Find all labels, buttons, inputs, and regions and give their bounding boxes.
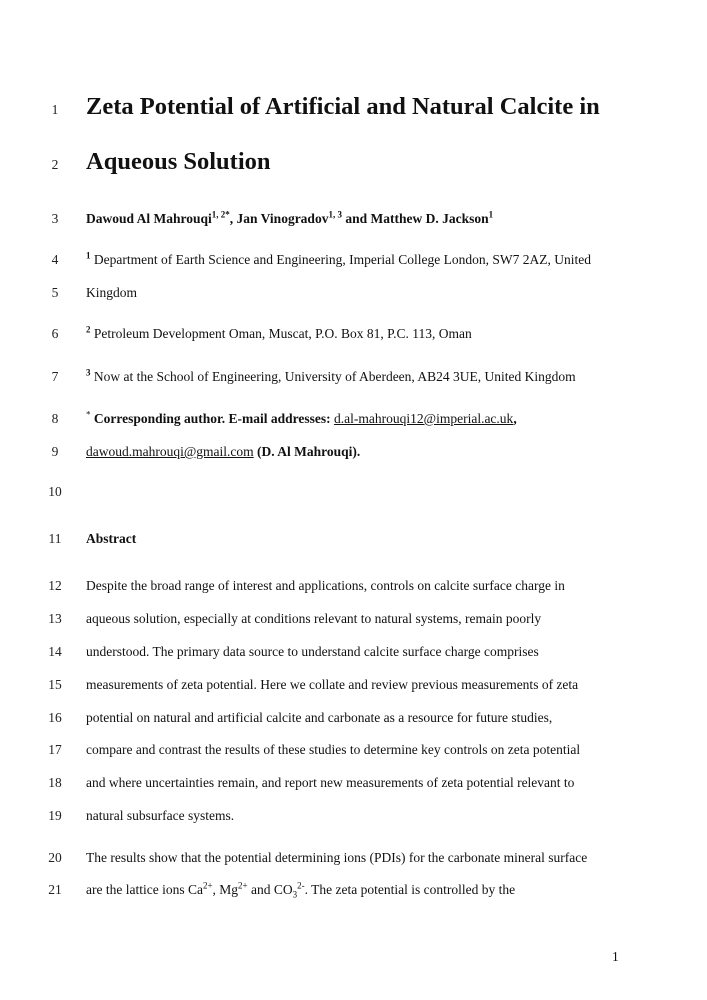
formula-subscript: 3 — [292, 889, 298, 900]
line-number: 17 — [48, 742, 62, 757]
line-number: 6 — [51, 326, 59, 341]
text-fragment: and CO — [247, 882, 293, 897]
text-fragment: . The zeta potential is controlled by the — [304, 882, 516, 897]
abstract-line: and where uncertainties remain, and report new measurements of zeta potential relevant to — [86, 775, 575, 790]
corresponding-author-continued — [86, 444, 360, 460]
author-separator: , — [229, 211, 237, 226]
corresponding-name: (D. Al Mahrouqi). — [253, 444, 361, 459]
line-number: 3 — [51, 211, 59, 226]
author-name: Dawoud Al Mahrouqi — [86, 211, 212, 226]
line-number: 2 — [51, 157, 59, 172]
line-number: 11 — [48, 531, 62, 546]
line-number: 18 — [48, 775, 62, 790]
line-number: 8 — [51, 411, 59, 426]
text-fragment: are the lattice ions Ca — [86, 882, 203, 897]
email-separator: , — [513, 411, 517, 426]
affiliation-text: Department of Earth Science and Engineering, Imperial College London, SW7 2AZ, United — [90, 252, 591, 267]
affiliation-1-continued: Kingdom — [86, 285, 138, 300]
author-separator: and — [341, 211, 371, 226]
line-number: 19 — [48, 808, 62, 823]
line-number: 4 — [51, 252, 59, 267]
email-link-1[interactable]: d.al-mahrouqi12@imperial.ac.uk — [334, 411, 514, 426]
abstract-line: aqueous solution, especially at conditions relevant to natural systems, remain poorly — [86, 611, 542, 626]
text-fragment: , Mg — [212, 882, 239, 897]
abstract-line-with-formulas — [86, 882, 515, 898]
corresponding-marker: * — [86, 409, 91, 420]
affiliation-number: 3 — [86, 367, 91, 378]
affiliation-number: 2 — [86, 324, 91, 335]
affiliation-text: Now at the School of Engineering, University of Aberdeen, AB24 3UE, United Kingdom — [90, 369, 576, 384]
charge-superscript: 2+ — [202, 880, 213, 891]
affiliation-number: 1 — [86, 250, 91, 261]
corresponding-label: Corresponding author. E-mail addresses: — [90, 411, 335, 426]
author-affiliation-marker: 1, 3 — [328, 209, 342, 220]
line-number: 15 — [48, 677, 62, 692]
abstract-line: The results show that the potential determining ions (PDIs) for the carbonate mineral surface — [86, 850, 588, 865]
paper-title-line-2: Aqueous Solution — [86, 148, 271, 175]
line-number: 7 — [51, 369, 59, 384]
paper-title-line-1: Zeta Potential of Artificial and Natural Calcite in — [86, 93, 600, 120]
line-number: 14 — [48, 644, 62, 659]
line-number: 13 — [48, 611, 62, 626]
abstract-heading: Abstract — [86, 531, 137, 546]
affiliation-3 — [86, 369, 576, 385]
abstract-line: natural subsurface systems. — [86, 808, 235, 823]
affiliation-2 — [86, 326, 472, 342]
affiliation-1 — [86, 252, 591, 268]
email-link-2[interactable]: dawoud.mahrouqi@gmail.com — [86, 444, 254, 459]
author-name: Matthew D. Jackson — [370, 211, 489, 226]
line-number: 12 — [48, 578, 62, 593]
abstract-line: compare and contrast the results of these studies to determine key controls on zeta potential — [86, 742, 581, 757]
charge-superscript: 2- — [297, 880, 305, 891]
line-number: 1 — [51, 102, 59, 117]
abstract-line: Despite the broad range of interest and applications, controls on calcite surface charge in — [86, 578, 565, 593]
charge-superscript: 2+ — [238, 880, 248, 891]
abstract-line: measurements of zeta potential. Here we collate and review previous measurements of zeta — [86, 677, 579, 692]
author-affiliation-marker: 1, 2* — [211, 209, 230, 220]
page-number: 1 — [612, 949, 619, 964]
line-number: 9 — [51, 444, 59, 459]
line-number: 16 — [48, 710, 62, 725]
line-number: 20 — [48, 850, 62, 865]
line-number: 5 — [51, 285, 59, 300]
line-number: 10 — [48, 484, 62, 499]
affiliation-text: Petroleum Development Oman, Muscat, P.O. Box 81, P.C. 113, Oman — [90, 326, 472, 341]
author-list — [86, 211, 493, 227]
abstract-line: potential on natural and artificial calcite and carbonate as a resource for future studies, — [86, 710, 553, 725]
author-name: Jan Vinogradov — [236, 211, 329, 226]
abstract-line: understood. The primary data source to understand calcite surface charge comprises — [86, 644, 539, 659]
corresponding-author — [86, 411, 517, 427]
author-affiliation-marker: 1 — [488, 209, 494, 220]
line-number: 21 — [48, 882, 62, 897]
